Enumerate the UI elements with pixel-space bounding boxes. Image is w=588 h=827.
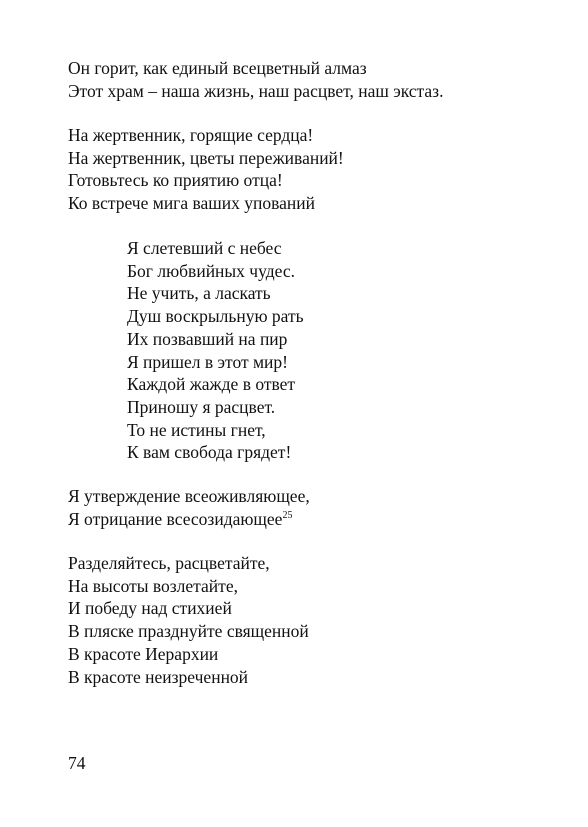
verse-line-with-footnote: [68, 508, 310, 531]
verse-line: И победу над стихией: [68, 598, 232, 619]
verse-line: В красоте Иерархии: [68, 643, 219, 664]
verse-line: Этот храм – наша жизнь, наш расцвет, наш экстаз.: [68, 80, 444, 101]
verse-line: Я пришел в этот мир!: [127, 351, 289, 372]
verse-line: То не истины гнет,: [127, 419, 266, 440]
verse-line: Я утверждение всеоживляющее,: [68, 486, 310, 506]
stanza-4: [68, 485, 310, 530]
verse-line: Я слетевший с небес: [127, 238, 282, 258]
verse-line: К вам свобода грядет!: [127, 442, 292, 463]
verse-line: Не учить, а ласкать: [127, 283, 271, 304]
verse-line: На высоты возлетайте,: [68, 575, 238, 596]
verse-line: Их позвавший на пир: [127, 328, 288, 349]
verse-line: На жертвенник, цветы переживаний!: [68, 147, 344, 168]
verse-line: Душ воскрыльную рать: [127, 306, 304, 327]
verse-line: Готовьтесь ко приятию отца!: [68, 170, 283, 191]
stanza-1: [68, 57, 443, 102]
verse-line: В красоте неизреченной: [68, 666, 249, 687]
footnote-marker[interactable]: 25: [282, 509, 293, 521]
page-number: 74: [68, 753, 86, 773]
verse-line: На жертвенник, горящие сердца!: [68, 125, 314, 145]
verse-line: Разделяйтесь, расцветайте,: [68, 553, 270, 573]
verse-line: Приношу я расцвет.: [127, 396, 276, 417]
verse-line: Каждой жажде в ответ: [127, 374, 296, 395]
stanza-3-indented: [127, 237, 304, 464]
stanza-2: [68, 124, 344, 215]
verse-line: В пляске празднуйте священной: [68, 621, 309, 642]
verse-line: Ко встрече мига ваших упований: [68, 193, 316, 214]
verse-line: Он горит, как единый всецветный алмаз: [68, 58, 367, 78]
verse-line: Бог любвийных чудес.: [127, 260, 296, 281]
verse-line-text: Я отрицание всесозидающее: [68, 508, 283, 529]
stanza-5: [68, 552, 309, 688]
